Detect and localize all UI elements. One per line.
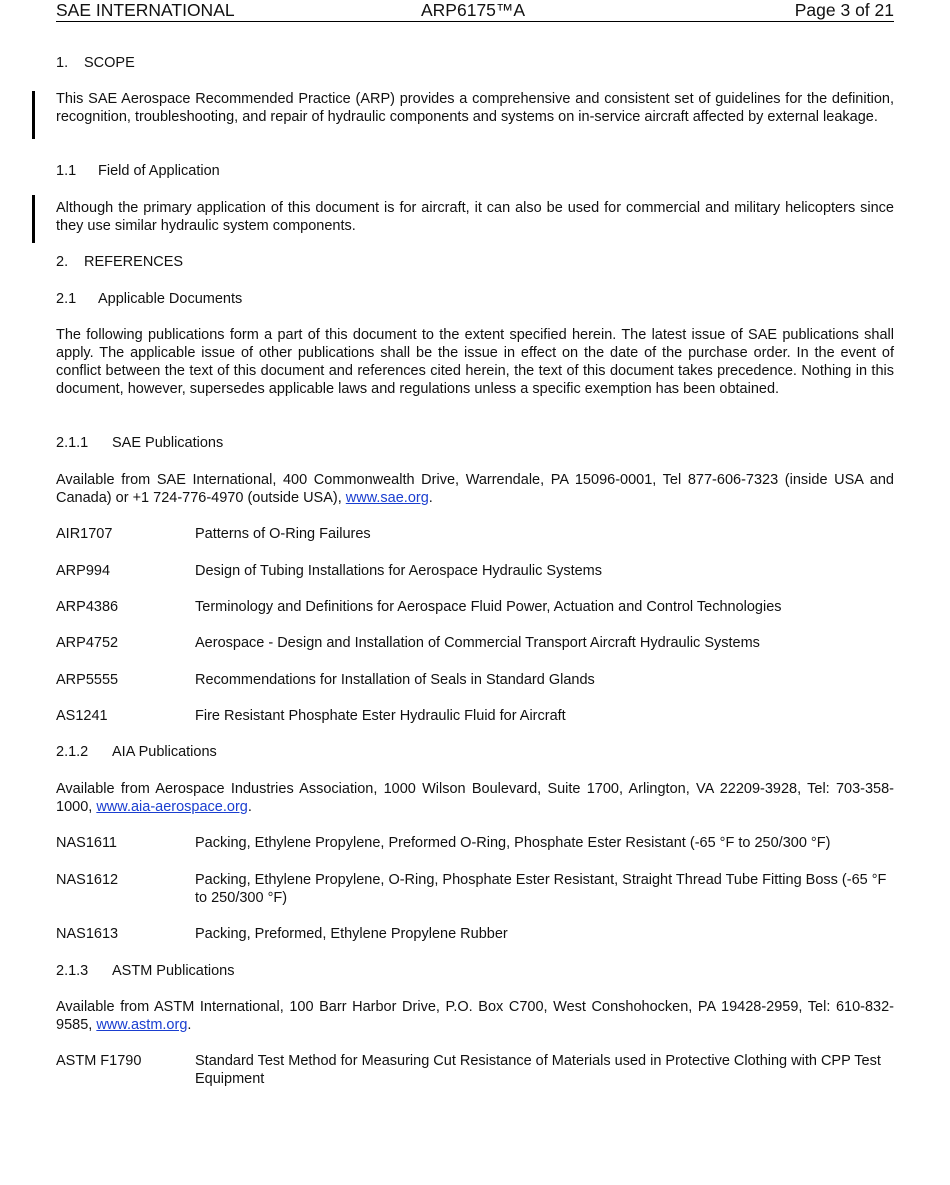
reference-title: Patterns of O-Ring Failures (195, 526, 371, 542)
section-1-1-text: Although the primary application of this document is for aircraft, it can also be used for commercial and military helicopters since they use similar hydraulic system components. (56, 200, 894, 234)
reference-title: Design of Tubing Installations for Aerospace Hydraulic Systems (195, 563, 603, 579)
section-2-heading: 2. REFERENCES (56, 254, 184, 270)
section-1-heading: 1. SCOPE (56, 55, 135, 71)
reference-title: Recommendations for Installation of Seals in Standard Glands (195, 672, 595, 688)
sae-link[interactable]: www.sae.org (345, 490, 429, 506)
reference-item (56, 707, 894, 725)
reference-code: ARP4752 (56, 635, 119, 651)
section-2-1-1-heading: 2.1.1 SAE Publications (56, 435, 224, 451)
reference-code: ARP4386 (56, 599, 119, 615)
reference-code: NAS1611 (56, 835, 117, 851)
reference-code: NAS1612 (56, 872, 119, 888)
reference-code: ASTM F1790 (56, 1053, 142, 1069)
reference-title: Aerospace - Design and Installation of Commercial Transport Aircraft Hydraulic Systems (195, 635, 760, 651)
section-2-1-3-heading: 2.1.3 ASTM Publications (56, 963, 235, 979)
reference-item (56, 834, 894, 852)
section-2-1-1-text: Available from SAE International, 400 Commonwealth Drive, Warrendale, PA 15096-0001, Tel 877-606-7323 (inside USA and Canada) or +1 724-776-4970 (outside USA), www.sae.org. (56, 472, 894, 506)
header-page-number: Page 3 of 21 (794, 0, 894, 20)
reference-code: AIR1707 (56, 526, 113, 542)
reference-title: Packing, Ethylene Propylene, Preformed O-Ring, Phosphate Ester Resistant (-65 °F to 250/300 °F) (195, 835, 831, 851)
page-header (56, 0, 894, 22)
reference-code: NAS1613 (56, 926, 119, 942)
aia-link[interactable]: www.aia-aerospace.org (96, 799, 248, 815)
section-2-1-2-heading: 2.1.2 AIA Publications (56, 744, 217, 760)
section-2-1-heading: 2.1 Applicable Documents (56, 291, 243, 307)
reference-item (56, 1052, 894, 1088)
reference-item (56, 925, 894, 943)
reference-item (56, 598, 894, 616)
reference-code: ARP994 (56, 563, 111, 579)
section-2-1-3-text: Available from ASTM International, 100 Barr Harbor Drive, P.O. Box C700, West Conshohocken, PA 19428-2959, Tel: 610-832-9585, www.astm.org. (56, 999, 894, 1033)
reference-item (56, 525, 894, 543)
reference-title: Packing, Ethylene Propylene, O-Ring, Phosphate Ester Resistant, Straight Thread Tube Fitting Boss (-65 °F to 250/300 °F) (195, 872, 887, 906)
reference-code: ARP5555 (56, 672, 119, 688)
reference-title: Packing, Preformed, Ethylene Propylene Rubber (195, 926, 508, 942)
section-1-text: This SAE Aerospace Recommended Practice (ARP) provides a comprehensive and consistent set of guidelines for the definition, recognition, troubleshooting, and repair of hydraulic components and systems on in-service aircraft affected by external leakage. (56, 91, 894, 125)
reference-title: Standard Test Method for Measuring Cut Resistance of Materials used in Protective Clothing with CPP Test Equipment (195, 1053, 881, 1087)
reference-item (56, 671, 894, 689)
reference-title: Terminology and Definitions for Aerospace Fluid Power, Actuation and Control Technologies (195, 599, 782, 615)
reference-item (56, 634, 894, 652)
reference-title: Fire Resistant Phosphate Ester Hydraulic Fluid for Aircraft (195, 708, 566, 724)
header-org: SAE INTERNATIONAL (56, 0, 235, 20)
reference-item (56, 562, 894, 580)
header-doc-id: ARP6175™A (421, 0, 526, 20)
reference-code: AS1241 (56, 708, 108, 724)
section-2-1-text: The following publications form a part of this document to the extent specified herein. The latest issue of SAE publications shall apply. The applicable issue of other publications shall be the issue in effect on the date of the purchase order. In the event of conflict between the text of this document and references cited herein, the text of this document takes precedence. Nothing in this document, however, supersedes applicable laws and regulations unless a specific exemption has been obtained. (56, 327, 894, 397)
section-1-1-heading: 1.1 Field of Application (56, 163, 220, 179)
reference-item (56, 871, 894, 907)
section-2-1-2-text: Available from Aerospace Industries Association, 1000 Wilson Boulevard, Suite 1700, Arlington, VA 22209-3928, Tel: 703-358-1000, www.aia-aerospace.org. (56, 781, 894, 815)
change-bar (32, 195, 35, 243)
astm-link[interactable]: www.astm.org (96, 1017, 188, 1033)
change-bar (32, 91, 35, 139)
